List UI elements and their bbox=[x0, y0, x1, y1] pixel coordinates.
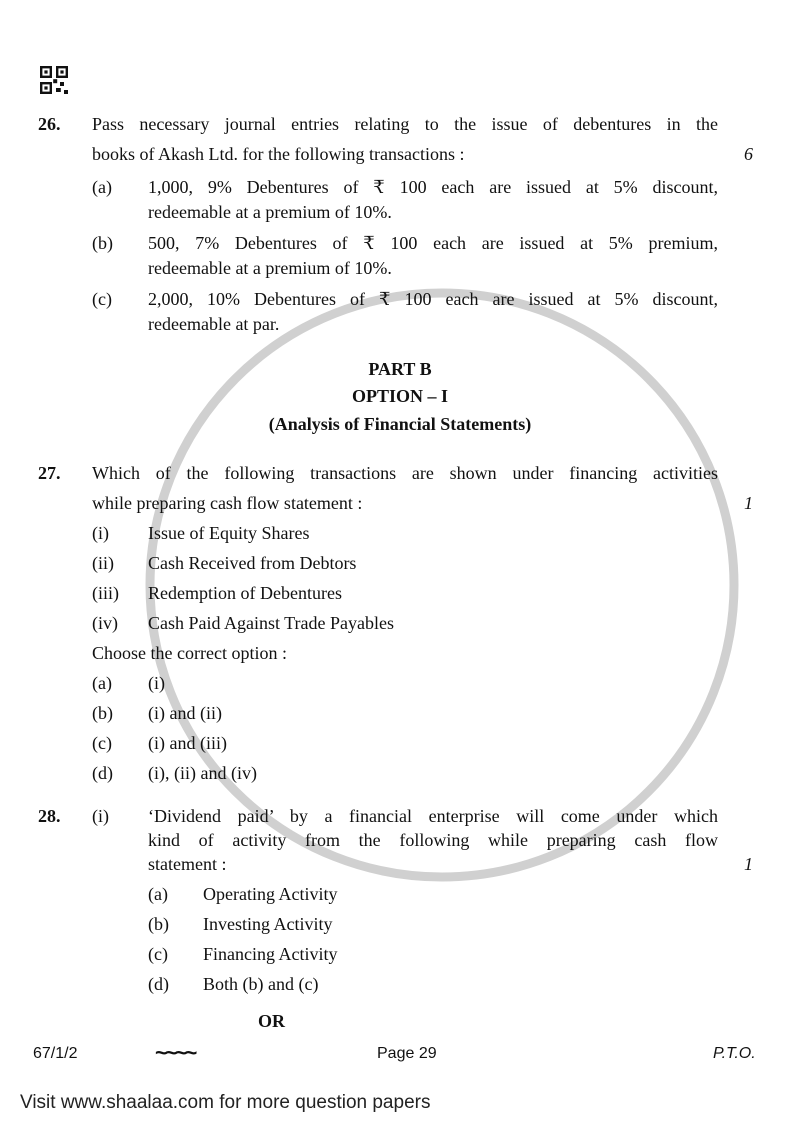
part-title: PART B bbox=[368, 359, 432, 379]
item-label: (ii) bbox=[92, 553, 114, 573]
question-number: 26. bbox=[38, 114, 61, 134]
qr-code-icon bbox=[40, 66, 68, 94]
option-text: Operating Activity bbox=[203, 884, 338, 904]
item-label: (iii) bbox=[92, 583, 119, 603]
option-text: (i) and (ii) bbox=[148, 703, 222, 723]
question-text: while preparing cash flow statement : bbox=[92, 493, 363, 513]
option-text: Investing Activity bbox=[203, 914, 333, 934]
item-text: redeemable at a premium of 10%. bbox=[148, 258, 392, 278]
squiggle-mark: ~~~~ bbox=[155, 1040, 195, 1065]
pto-label: P.T.O. bbox=[713, 1045, 756, 1062]
question-text: ‘Dividend paid’ by a financial enterprise will come under which bbox=[148, 806, 718, 826]
option-text: (i) bbox=[148, 673, 165, 693]
option-label: (a) bbox=[92, 673, 112, 693]
item-text: redeemable at a premium of 10%. bbox=[148, 202, 392, 222]
question-number: 27. bbox=[38, 463, 61, 483]
item-text: Issue of Equity Shares bbox=[148, 523, 310, 543]
option-title: OPTION – I bbox=[351, 386, 448, 406]
page-number: Page 29 bbox=[377, 1045, 437, 1062]
paper-code: 67/1/2 bbox=[33, 1045, 78, 1062]
item-text: redeemable at par. bbox=[148, 314, 280, 334]
option-label: (a) bbox=[148, 884, 168, 904]
question-text: statement : bbox=[148, 854, 227, 874]
section-subtitle: (Analysis of Financial Statements) bbox=[268, 414, 532, 434]
question-part: (i) bbox=[92, 806, 109, 826]
option-text: Both (b) and (c) bbox=[203, 974, 319, 994]
option-label: (c) bbox=[92, 733, 112, 753]
option-label: (c) bbox=[148, 944, 168, 964]
question-text: books of Akash Ltd. for the following transactions : bbox=[92, 144, 465, 164]
option-label: (d) bbox=[92, 763, 113, 783]
question-number: 28. bbox=[38, 806, 61, 826]
item-text: 1,000, 9% Debentures of ₹ 100 each are issued at 5% discount, bbox=[148, 177, 718, 197]
marks: 6 bbox=[744, 144, 753, 164]
item-label: (a) bbox=[92, 177, 112, 197]
or-separator: OR bbox=[258, 1011, 285, 1031]
item-label: (c) bbox=[92, 289, 112, 309]
question-text: kind of activity from the following while preparing cash flow bbox=[148, 830, 718, 850]
instruction-text: Choose the correct option : bbox=[92, 643, 287, 663]
option-label: (b) bbox=[92, 703, 113, 723]
option-text: Financing Activity bbox=[203, 944, 338, 964]
item-label: (iv) bbox=[92, 613, 118, 633]
option-label: (b) bbox=[148, 914, 169, 934]
item-text: Cash Received from Debtors bbox=[148, 553, 357, 573]
item-text: 2,000, 10% Debentures of ₹ 100 each are issued at 5% discount, bbox=[148, 289, 718, 309]
option-text: (i) and (iii) bbox=[148, 733, 227, 753]
item-label: (b) bbox=[92, 233, 113, 253]
item-text: Cash Paid Against Trade Payables bbox=[148, 613, 394, 633]
option-text: (i), (ii) and (iv) bbox=[148, 763, 257, 783]
item-text: 500, 7% Debentures of ₹ 100 each are issued at 5% premium, bbox=[148, 233, 718, 253]
question-text: Which of the following transactions are shown under financing activities bbox=[92, 463, 718, 483]
item-text: Redemption of Debentures bbox=[148, 583, 342, 603]
question-text: Pass necessary journal entries relating to the issue of debentures in the bbox=[92, 114, 718, 134]
item-label: (i) bbox=[92, 523, 109, 543]
visit-link[interactable]: Visit www.shaalaa.com for more question papers bbox=[20, 1092, 431, 1113]
marks: 1 bbox=[744, 854, 753, 874]
marks: 1 bbox=[744, 493, 753, 513]
option-label: (d) bbox=[148, 974, 169, 994]
